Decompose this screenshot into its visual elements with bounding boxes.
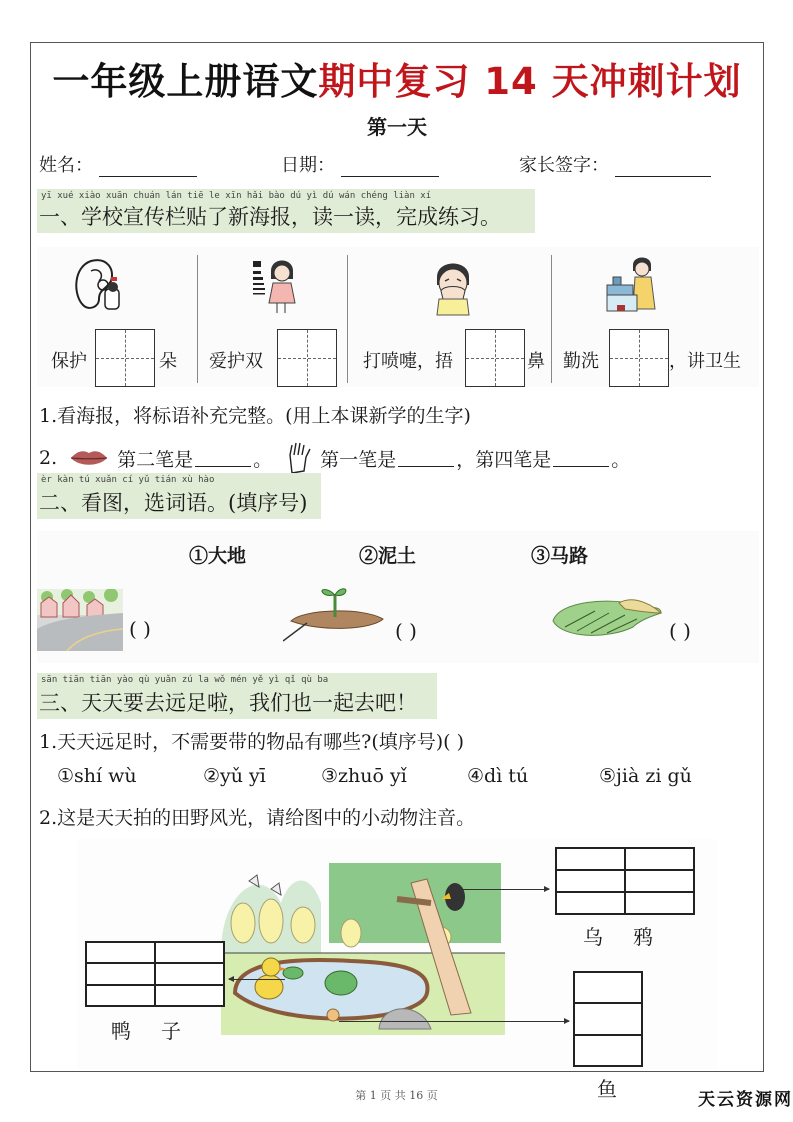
section-1-header [37, 189, 535, 233]
question-1-2 [39, 441, 630, 475]
poster-1-after: 朵 [159, 351, 177, 372]
answer-paren-1[interactable]: ( ) [129, 617, 151, 641]
parent-signature-label: 家长签字： [519, 155, 609, 176]
q2-part1: 第二笔是 [117, 448, 194, 471]
poster-3-before: 打喷嚏，捂 [363, 351, 453, 372]
answer-blank[interactable] [195, 449, 251, 467]
parent-signature-blank[interactable] [615, 155, 711, 177]
page-title [31, 51, 763, 105]
crow-pinyin-grid[interactable] [555, 847, 695, 915]
choice-table-chair: ③zhuō yǐ [321, 765, 407, 787]
handwashing-boy-illustration [603, 255, 663, 317]
fish-pinyin-grid[interactable] [573, 971, 643, 1067]
choice-food: ①shí wù [57, 765, 137, 787]
section-3-header [37, 673, 437, 719]
question-1-1: 1.看海报，将标语补充完整。(用上本课新学的生字) [39, 405, 471, 427]
hand-icon [286, 441, 314, 475]
question-3-2: 2.这是天天拍的田野风光，请给图中的小动物注音。 [39, 807, 476, 829]
tian-grid-answer-box[interactable] [277, 329, 337, 387]
poster-4-after: ，讲卫生 [669, 351, 741, 372]
section-3-title: 三、天天要去远足啦，我们也一起去吧！ [39, 691, 417, 715]
q2-number: 2. [39, 447, 58, 469]
tian-grid-answer-box[interactable] [609, 329, 669, 387]
tian-grid-answer-box[interactable] [465, 329, 525, 387]
option-2: ②泥土 [359, 545, 417, 567]
option-3: ③马路 [531, 545, 589, 567]
q2-part3: 第四笔是 [475, 448, 552, 471]
question-3-1: 1.天天远足时，不需要带的物品有哪些?(填序号)( ) [39, 731, 465, 753]
q2-sep: ， [456, 448, 476, 471]
answer-paren-3[interactable]: ( ) [669, 619, 691, 643]
section-2-header [37, 473, 321, 519]
title-red-part: 期中复习 14 天冲刺计划 [318, 60, 742, 103]
crow-label: 乌鸦 [583, 925, 653, 949]
section-1-title: 一、学校宣传栏贴了新海报，读一读，完成练习。 [39, 205, 501, 229]
parent-signature-field[interactable] [519, 151, 711, 177]
field-illustration [549, 591, 665, 641]
poster-ear [37, 247, 197, 387]
fish-arrow [339, 1021, 569, 1022]
name-label: 姓名： [39, 155, 93, 176]
fish-label: 鱼 [597, 1077, 617, 1101]
title-black-part: 一年级上册语文 [52, 60, 319, 103]
choice-raincoat: ②yǔ yī [203, 765, 266, 787]
day-subtitle: 第一天 [367, 115, 427, 139]
choice-map: ④dì tú [467, 765, 529, 787]
poster-eyes [197, 247, 347, 387]
option-1: ①大地 [189, 545, 247, 567]
sprout-soil-illustration [283, 581, 389, 647]
word-picture-panel [37, 531, 759, 663]
page-number: 第 1 页 共 16 页 [355, 1089, 438, 1102]
posters-panel [37, 247, 759, 387]
crow-arrow [451, 889, 549, 890]
date-field[interactable] [281, 151, 439, 177]
duck-pinyin-grid[interactable] [85, 941, 225, 1007]
section-2-pinyin: èr kàn tú xuǎn cí yǔ tián xù hào [41, 475, 215, 485]
sneezing-girl-illustration [423, 255, 483, 317]
q2-part2: 第一笔是 [320, 448, 397, 471]
date-blank[interactable] [341, 155, 439, 177]
section-1-pinyin: yī xué xiào xuān chuán lán tiē le xīn hǎi bào dú yì dú wán chéng liàn xí [41, 191, 432, 201]
poster-4-before: 勤洗 [563, 351, 599, 372]
duck-arrow [229, 979, 285, 980]
answer-blank[interactable] [398, 449, 454, 467]
poster-handwash [551, 247, 759, 387]
date-label: 日期： [281, 155, 335, 176]
q2-end2: 。 [611, 448, 631, 471]
duck-label: 鸭子 [111, 1019, 181, 1043]
pond-scene-illustration [221, 853, 505, 1035]
ear-doctor-illustration [69, 255, 129, 317]
poster-1-before: 保护 [51, 351, 87, 372]
answer-blank[interactable] [553, 449, 609, 467]
mouth-icon [69, 447, 109, 469]
student-info-row [39, 151, 759, 181]
choice-drum: ⑤jià zi gǔ [599, 765, 692, 787]
section-2-title: 二、看图，选词语。(填序号) [39, 491, 308, 515]
poster-sneeze [347, 247, 551, 387]
road-town-illustration [37, 589, 123, 651]
poster-2-before: 爱护双 [209, 351, 263, 372]
site-brand: 天云资源网 [698, 1090, 793, 1110]
answer-paren-2[interactable]: ( ) [395, 619, 417, 643]
name-blank[interactable] [99, 155, 197, 177]
eye-chart-girl-illustration [249, 255, 309, 317]
poster-3-after: 鼻 [527, 351, 545, 372]
name-field[interactable] [39, 151, 197, 177]
tian-grid-answer-box[interactable] [95, 329, 155, 387]
section-3-pinyin: sān tiān tiān yào qù yuǎn zú la wǒ mén yě yì qǐ qù ba [41, 675, 329, 685]
q2-end1: 。 [253, 448, 273, 471]
